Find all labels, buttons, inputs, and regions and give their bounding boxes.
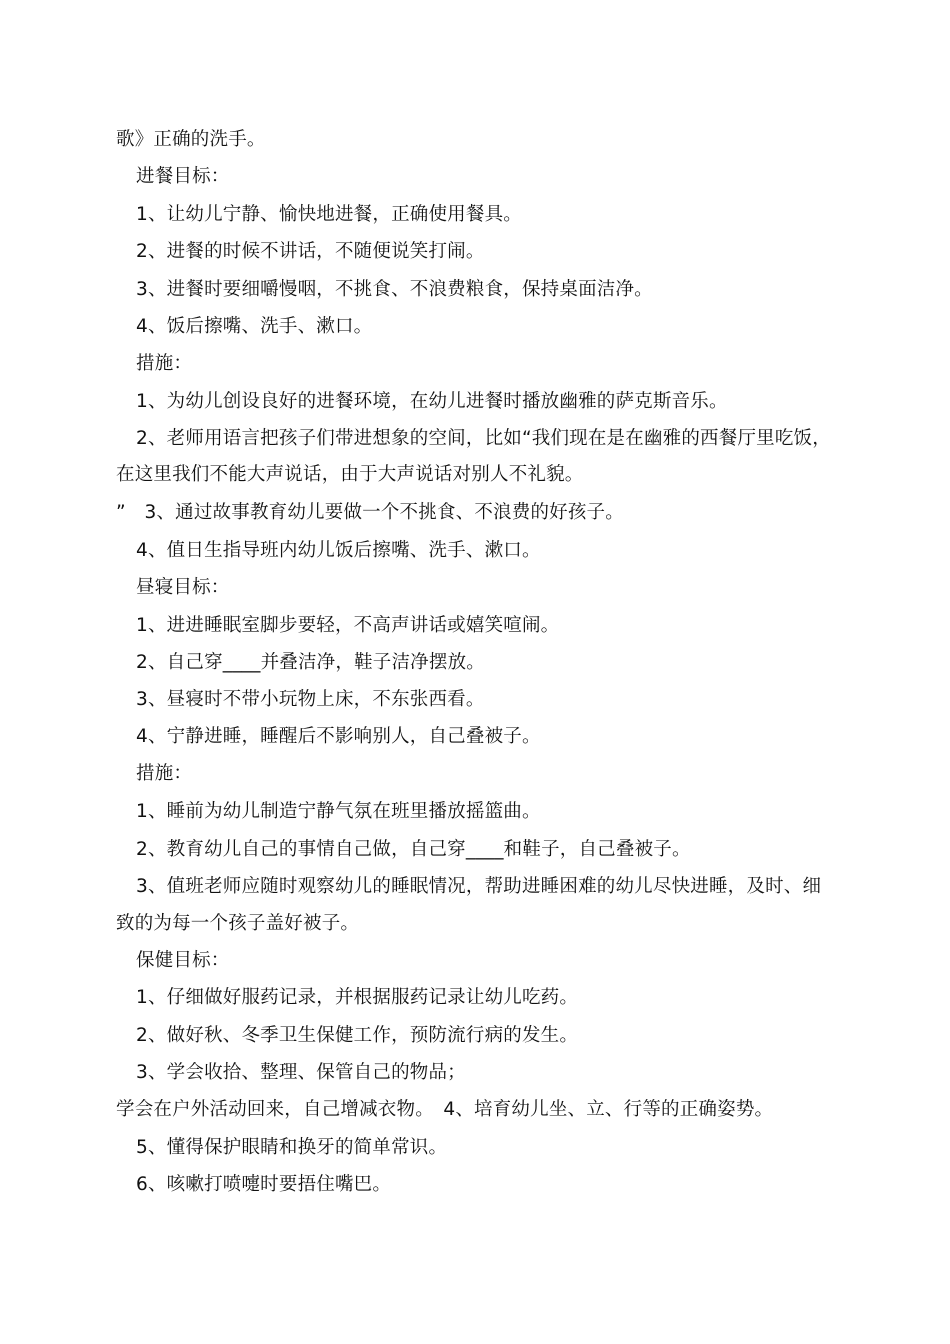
section-heading-health-goals: 保健目标：	[136, 950, 230, 971]
text-line: 3、昼寝时不带小玩物上床，不东张西看。	[136, 689, 485, 710]
text-line: 1、让幼儿宁静、愉快地进餐，正确使用餐具。	[136, 204, 522, 225]
text-line: 5、懂得保护眼睛和换牙的简单常识。	[136, 1137, 448, 1158]
text-line: 2、自己穿____并叠洁净，鞋子洁净摆放。	[136, 652, 485, 673]
text-line: 3、学会收拾、整理、保管自己的物品；	[136, 1062, 466, 1083]
text-line: 2、教育幼儿自己的事情自己做，自己穿____和鞋子，自己叠被子。	[136, 839, 691, 860]
text-line: 在这里我们不能大声说话，由于大声说话对别人不礼貌。	[116, 464, 584, 485]
text-line: 致的为每一个孩子盖好被子。	[116, 913, 360, 934]
section-heading-measures: 措施：	[136, 763, 193, 784]
text-line: 6、咳嗽打喷嚏时要捂住嘴巴。	[136, 1174, 392, 1195]
text-line: 2、进餐的时候不讲话，不随便说笑打闹。	[136, 241, 485, 262]
text-line: 2、做好秋、冬季卫生保健工作，预防流行病的发生。	[136, 1025, 579, 1046]
text-line: 1、为幼儿创设良好的进餐环境，在幼儿进餐时播放幽雅的萨克斯音乐。	[136, 391, 728, 412]
text-line: 2、老师用语言把孩子们带进想象的空间，比如“我们现在是在幽雅的西餐厅里吃饭，	[136, 428, 831, 449]
section-heading-meal-goals: 进餐目标：	[136, 166, 230, 187]
text-line: 1、仔细做好服药记录，并根据服药记录让幼儿吃药。	[136, 987, 579, 1008]
text-line: 3、进餐时要细嚼慢咽，不挑食、不浪费粮食，保持桌面洁净。	[136, 279, 653, 300]
text-line: 3、值班老师应随时观察幼儿的睡眠情况，帮助进睡困难的幼儿尽快进睡，及时、细	[136, 876, 822, 897]
text-line: 1、进进睡眠室脚步要轻，不高声讲话或嬉笑喧闹。	[136, 615, 560, 636]
text-line: 4、值日生指导班内幼儿饭后擦嘴、洗手、漱口。	[136, 540, 541, 561]
text-line: 4、饭后擦嘴、洗手、漱口。	[136, 316, 373, 337]
text-line: ” 3、通过故事教育幼儿要做一个不挑食、不浪费的好孩子。	[116, 502, 624, 523]
text-line: 歌》正确的洗手。	[116, 129, 266, 150]
section-heading-nap-goals: 昼寝目标：	[136, 577, 230, 598]
text-line: 4、宁静进睡，睡醒后不影响别人，自己叠被子。	[136, 726, 541, 747]
section-heading-measures: 措施：	[136, 353, 193, 374]
text-line: 1、睡前为幼儿制造宁静气氛在班里播放摇篮曲。	[136, 801, 541, 822]
text-line: 学会在户外活动回来，自己增减衣物。 4、培育幼儿坐、立、行等的正确姿势。	[116, 1099, 774, 1120]
